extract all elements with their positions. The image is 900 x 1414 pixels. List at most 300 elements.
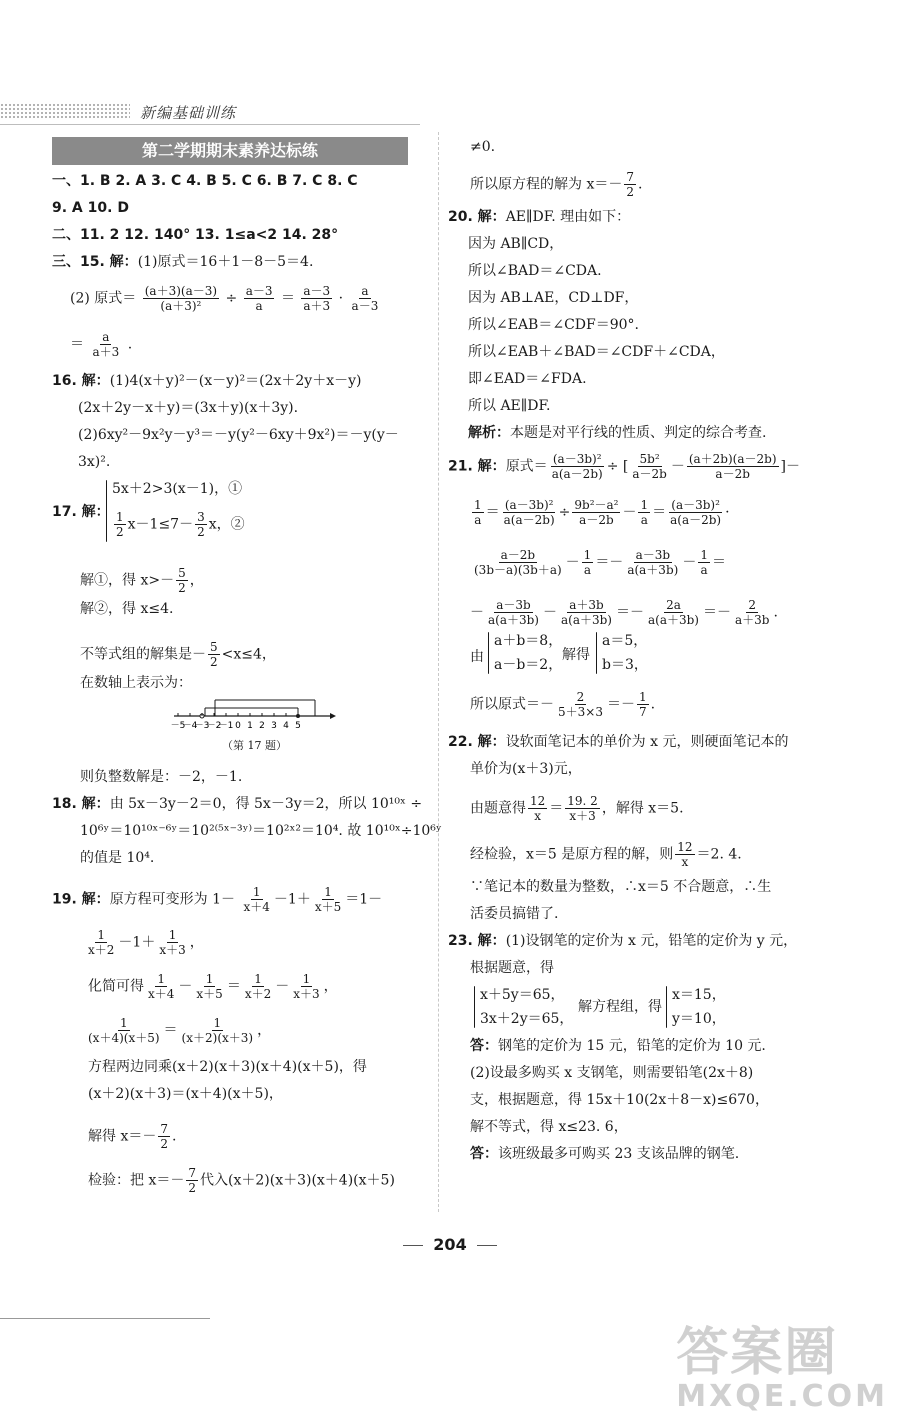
text: －1＋ <box>118 934 156 951</box>
q17-result-5: 则负整数解是：－2，－1. <box>80 769 243 785</box>
q23-solution-x: x＝15， <box>672 987 726 1003</box>
text: x－1≤7－ <box>127 516 194 533</box>
text: 所以原式＝－ <box>470 696 554 713</box>
operator: ÷ [ <box>606 458 629 475</box>
text: 解①，得 x>－ <box>80 572 175 589</box>
number-line-tick-label: －2 <box>206 721 222 731</box>
fraction <box>180 1016 256 1045</box>
q21-line-3 <box>470 548 726 577</box>
fraction <box>243 972 273 1001</box>
denominator: 2 <box>160 1137 168 1151</box>
numerator: 2 <box>576 690 585 704</box>
text: . <box>650 696 656 713</box>
q21-solve-label: 解得 <box>562 647 590 663</box>
system-brace <box>106 480 107 542</box>
q21-line-5-prefix: 由 <box>470 649 484 665</box>
denominator: a <box>583 563 592 577</box>
denominator: a(a＋3b) <box>627 563 679 577</box>
denominator: x＋2 <box>88 943 115 957</box>
answer-tag: 答： <box>470 1146 498 1162</box>
text: ， <box>189 572 204 589</box>
operator: － <box>565 554 580 571</box>
q18-tag: 18. 解： <box>52 796 110 812</box>
q19-line-1 <box>52 885 382 914</box>
q18-line-3: 的值是 10⁴. <box>80 850 155 866</box>
text: ， <box>189 934 204 951</box>
number-line-tick-label: 3 <box>271 721 277 731</box>
q19-cont-2 <box>470 170 642 199</box>
denominator: a(a－2b) <box>670 513 722 527</box>
denominator: x＋3 <box>569 809 596 823</box>
fraction <box>291 972 321 1001</box>
q17-inequality-2 <box>112 510 245 539</box>
fraction <box>668 498 723 527</box>
q15-line-2 <box>70 284 382 313</box>
number-line-tick-label: 1 <box>247 721 253 731</box>
q20-text: AE∥DF. 理由如下： <box>505 209 631 225</box>
system-brace <box>596 632 597 674</box>
q19-line-2 <box>84 928 204 957</box>
denominator: (x＋4)(x＋5) <box>88 1031 160 1045</box>
number-line-tick-label: 0 <box>235 721 241 731</box>
denominator: (a＋3)² <box>160 299 202 313</box>
q18-line-2: 10⁶ʸ＝10¹⁰ˣ⁻⁶ʸ＝10²⁽⁵ˣ⁻³ʸ⁾＝10²ˣ²＝10⁴. 故 10¹⁰ˣ÷10⁶ʸ <box>80 823 442 839</box>
denominator: x＋3 <box>293 987 320 1001</box>
numerator: a－3 <box>303 284 331 298</box>
text: . <box>773 604 778 621</box>
denominator: a(a－2b) <box>503 513 555 527</box>
numerator: a <box>102 330 110 344</box>
q19-line-5: 方程两边同乘(x＋2)(x＋3)(x＋4)(x＋5)，得 <box>88 1059 367 1075</box>
operator: ＝ <box>485 504 500 521</box>
q16-line-3: (2)6xy²－9x²y－y³＝－y(y²－6xy＋9x²)＝－y(y－ <box>78 427 399 443</box>
fraction <box>90 330 121 359</box>
q16-text-a: (1)4(x＋y)²－(x－y)²＝(2x＋2y＋x－y) <box>109 373 362 389</box>
q23-tag: 23. 解： <box>448 933 506 949</box>
q19-line-6: (x＋2)(x＋3)＝(x＋4)(x＋5)， <box>88 1086 283 1102</box>
q21-solution-a: a＝5， <box>602 633 648 649</box>
text: 不等式组的解集是－ <box>80 646 206 663</box>
answer-line-1: 一、1. B 2. A 3. C 4. B 5. C 6. B 7. C 8. C <box>52 173 358 189</box>
q17-result-2: 解②，得 x≤4. <box>80 601 174 617</box>
numerator: 1 <box>213 1016 222 1030</box>
q19-line-4 <box>84 1016 271 1045</box>
q17-result-3 <box>80 640 276 669</box>
text: ，解得 x＝5. <box>601 800 684 817</box>
number-line-caption: （第 17 题） <box>222 739 287 752</box>
answer-text: 钢笔的定价为 15 元，铅笔的定价为 10 元. <box>498 1038 766 1054</box>
operator: ÷ <box>558 504 571 521</box>
denominator: a＋3b <box>735 613 770 627</box>
text: 解得 x＝－ <box>88 1128 157 1145</box>
numerator: 9b²－a² <box>574 498 619 512</box>
system-brace <box>474 986 475 1028</box>
answer-line-2: 9. A 10. D <box>52 200 129 216</box>
header-dot-pattern <box>0 103 130 119</box>
q22-line-4 <box>470 840 742 869</box>
operator: ＝ <box>652 504 667 521</box>
fraction <box>242 885 272 914</box>
number-line-arrow <box>330 713 336 719</box>
q22-text: 设软面笔记本的单价为 x 元，则硬面笔记本的 <box>505 734 789 750</box>
q19-line-8 <box>88 1166 395 1195</box>
text: ]－ <box>780 458 800 475</box>
numerator: 1 <box>116 510 124 524</box>
numerator: 5 <box>178 566 186 580</box>
number-line-tick-label: －4 <box>182 721 198 731</box>
q20-tag: 20. 解： <box>448 209 506 225</box>
footer-rule <box>0 1318 210 1319</box>
numerator: 1 <box>252 885 261 899</box>
operator: ＝ <box>70 336 84 353</box>
fraction <box>559 598 614 627</box>
fraction <box>624 170 636 199</box>
fraction <box>565 794 600 823</box>
numerator: a－3b <box>496 598 531 612</box>
denominator: x＋3 <box>159 943 186 957</box>
analysis-tag: 解析： <box>468 425 510 441</box>
text: 经检验，x＝5 是原方程的解，则 <box>470 846 674 863</box>
denominator: a <box>255 299 263 313</box>
q23-line-6: 支，根据题意，得 15x＋10(2x＋8－x)≤670， <box>470 1092 769 1108</box>
q22-line-3 <box>470 794 684 823</box>
q22-line-6: 活委员搞错了. <box>470 906 559 922</box>
denominator: x＋5 <box>196 987 223 1001</box>
fraction <box>630 452 668 481</box>
fraction <box>472 498 484 527</box>
section-banner: 第二学期期末素养达标练 <box>52 137 408 165</box>
text: 化简可得 <box>88 978 144 995</box>
operator: － <box>543 604 557 621</box>
q23-solve-label: 解方程组，得 <box>578 999 662 1015</box>
operator: ＝ <box>163 1022 178 1039</box>
denominator: x＋5 <box>314 900 342 914</box>
q20-line-7: 即∠EAD＝∠FDA. <box>468 371 587 387</box>
q21-line-1 <box>448 452 800 481</box>
fraction <box>637 690 649 719</box>
operator: － <box>670 458 685 475</box>
fraction <box>157 928 187 957</box>
operator: － <box>178 978 193 995</box>
numerator: 12 <box>677 840 693 854</box>
numerator: (a－3b)² <box>552 452 602 466</box>
operator: · <box>338 290 344 307</box>
operator: ＝ <box>549 800 564 817</box>
fraction <box>625 548 680 577</box>
numerator: 1 <box>205 972 214 986</box>
text: 原式＝ <box>505 458 548 475</box>
number-line-tick-label: 2 <box>259 721 265 731</box>
denominator: a <box>640 513 648 527</box>
denominator: x <box>681 855 689 869</box>
denominator: a－3 <box>351 299 379 313</box>
q22-tag: 22. 解： <box>448 734 506 750</box>
header-rule <box>0 124 420 125</box>
watermark <box>676 1310 888 1414</box>
q16-line-2: (2x＋2y－x＋y)＝(3x＋y)(x＋3y). <box>78 400 299 416</box>
fraction <box>186 1166 198 1195</box>
q20-analysis <box>468 424 766 442</box>
numerator: 12 <box>530 794 546 808</box>
denominator: 2 <box>210 655 218 669</box>
q21-solution-b: b＝3， <box>602 657 648 673</box>
q19-tag: 19. 解： <box>52 891 110 908</box>
numerator: 3 <box>197 510 205 524</box>
numerator: a－2b <box>500 548 536 562</box>
operator: － <box>622 504 637 521</box>
numerator: (a＋2b)(a－2b) <box>688 452 777 466</box>
page-number-dash <box>403 1245 423 1246</box>
denominator: 2 <box>178 581 186 595</box>
denominator: a－2b <box>579 513 614 527</box>
denominator: 2 <box>188 1181 196 1195</box>
q20-line-8: 所以 AE∥DF. <box>468 398 551 414</box>
denominator: (3b－a)(3b＋a) <box>474 563 562 577</box>
fraction <box>472 548 564 577</box>
operator: ＝ <box>226 978 241 995</box>
q23-system-eq2: 3x＋2y＝65， <box>480 1011 574 1027</box>
numerator: a <box>361 284 369 298</box>
operator: ＝ <box>280 290 295 307</box>
operator: ＝ <box>711 554 726 571</box>
denominator: a <box>700 563 708 577</box>
numerator: (a－3b)² <box>671 498 720 512</box>
denominator: a＋3 <box>303 299 331 313</box>
numerator: 2a <box>666 598 681 612</box>
denominator: x＋4 <box>243 900 270 914</box>
text: ＝1－ <box>345 891 383 908</box>
denominator: x <box>534 809 542 823</box>
q15-prefix: (2) 原式＝ <box>70 290 137 307</box>
q17-result-1 <box>80 566 204 595</box>
q20-line-6: 所以∠EAB＋∠BAD＝∠CDF＋∠CDA， <box>468 344 725 360</box>
numerator: 7 <box>160 1122 168 1136</box>
q20-line-1 <box>448 208 630 226</box>
operator: ÷ <box>225 290 238 307</box>
fraction <box>176 566 188 595</box>
answer-tag: 答： <box>470 1038 498 1054</box>
number-line-tick-label: 5 <box>295 721 301 731</box>
q23-text: (1)设钢笔的定价为 x 元，铅笔的定价为 y 元， <box>505 933 798 949</box>
q15-tag: 三、15. 解： <box>52 254 138 270</box>
fraction <box>194 972 224 1001</box>
q21-system-eq2: a－b＝2， <box>494 657 563 673</box>
number-line-tick-label: 4 <box>283 721 289 731</box>
q16-line-4: 3x)². <box>78 454 111 470</box>
operator: － <box>682 554 697 571</box>
q22-line-5: ∵笔记本的数量为整数，∴x＝5 不合题意，∴生 <box>470 879 772 895</box>
fraction <box>646 598 701 627</box>
q15-line-1 <box>52 253 313 271</box>
q15-line-3 <box>70 330 132 359</box>
header-title: 新编基础训练 <box>140 104 237 122</box>
system-brace <box>488 632 489 674</box>
fraction <box>301 284 332 313</box>
fraction <box>86 928 116 957</box>
answer-text: 该班级最多可购买 23 支该品牌的钢笔. <box>498 1146 740 1162</box>
number-line-tick-label: －3 <box>194 721 210 731</box>
fraction <box>687 452 779 481</box>
fraction <box>733 598 771 627</box>
q20-line-5: 所以∠EAB＝∠CDF＝90°. <box>468 317 639 333</box>
text: 代入(x＋2)(x＋3)(x＋4)(x＋5) <box>200 1172 395 1189</box>
numerator: 1 <box>638 690 647 704</box>
text: －1＋ <box>273 891 311 908</box>
denominator: a＋3 <box>92 345 120 359</box>
analysis-text: 本题是对平行线的性质、判定的综合考查. <box>510 425 767 441</box>
denominator: a <box>474 513 482 527</box>
fraction <box>582 548 594 577</box>
fraction <box>675 840 694 869</box>
q23-answer-1 <box>470 1037 766 1055</box>
q15-text: (1)原式＝16＋1－8－5＝4. <box>137 254 314 270</box>
q21-line-6 <box>470 690 655 719</box>
q18-text-a: 由 5x－3y－2＝0，得 5x－3y＝2，所以 10¹⁰ˣ ÷ <box>109 796 423 812</box>
operator: ＝－ <box>606 696 635 713</box>
numerator: 1 <box>97 928 106 942</box>
q21-line-2 <box>470 498 730 527</box>
q23-answer-2 <box>470 1145 739 1163</box>
number-line-tick-label: －1 <box>218 721 234 731</box>
q21-system-eq1: a＋b＝8， <box>494 633 563 649</box>
numerator: 1 <box>640 498 649 512</box>
operator: ＝－ <box>703 604 731 621</box>
text: 检验：把 x＝－ <box>88 1172 185 1189</box>
denominator: x＋2 <box>244 987 272 1001</box>
fraction <box>86 1016 162 1045</box>
numerator: 5 <box>210 640 218 654</box>
q19-cont-1: ≠0. <box>470 139 496 155</box>
denominator: a(a＋3b) <box>561 613 612 627</box>
q23-line-7: 解不等式，得 x≤23. 6， <box>470 1119 628 1135</box>
text: x，② <box>208 516 245 533</box>
q22-line-2: 单价为(x＋3)元， <box>470 761 582 777</box>
denominator: x＋4 <box>148 987 175 1001</box>
fraction <box>350 284 381 313</box>
denominator: 5＋3×3 <box>558 705 603 719</box>
q23-line-5: (2)设最多购买 x 支钢笔，则需要铅笔(2x＋8) <box>470 1065 754 1081</box>
numerator: 5b² <box>639 452 660 466</box>
q20-line-3: 所以∠BAD＝∠CDA. <box>468 263 602 279</box>
denominator: 2 <box>116 525 124 539</box>
numerator: 19. 2 <box>567 794 598 808</box>
numerator: a－3 <box>245 284 273 298</box>
q22-line-1 <box>448 733 788 751</box>
numerator: 1 <box>583 548 592 562</box>
operator: － <box>470 604 484 621</box>
fraction <box>502 498 557 527</box>
q23-line-1 <box>448 932 797 950</box>
numerator: a－3b <box>635 548 671 562</box>
denominator: a(a＋3b) <box>488 613 539 627</box>
page-number <box>0 1235 900 1254</box>
denominator: a(a－2b) <box>551 467 603 481</box>
q17-inequality-1: 5x＋2>3(x－1)，① <box>112 481 243 497</box>
q17-tag: 17. 解： <box>52 504 110 520</box>
fraction <box>114 510 126 539</box>
text: ＝2. 4. <box>696 846 742 863</box>
text: <x≤4， <box>221 646 276 663</box>
denominator: a－2b <box>632 467 667 481</box>
q23-line-2: 根据题意，得 <box>470 960 554 976</box>
fraction <box>146 972 176 1001</box>
denominator: (x＋2)(x＋3) <box>181 1031 254 1045</box>
text: 所以原方程的解为 x＝－ <box>470 176 623 193</box>
q23-solution-y: y＝10， <box>672 1011 726 1027</box>
system-brace <box>666 986 667 1028</box>
numerator: 7 <box>188 1166 196 1180</box>
q23-system-eq1: x＋5y＝65， <box>480 987 565 1003</box>
watermark-logo-text: 答案圈 <box>676 1323 839 1383</box>
answer-line-3: 二、11. 2 12. 140° 13. 1≤a<2 14. 28° <box>52 227 339 243</box>
numerator: 1 <box>302 972 311 986</box>
fraction <box>550 452 605 481</box>
fraction <box>244 284 275 313</box>
fraction <box>195 510 207 539</box>
text: ， <box>257 1022 272 1039</box>
operator: ＝－ <box>616 604 644 621</box>
fraction <box>528 794 547 823</box>
q17-result-4: 在数轴上表示为： <box>80 675 192 691</box>
denominator: 2 <box>197 525 205 539</box>
operator: · <box>725 504 730 521</box>
operator: ＝－ <box>595 554 624 571</box>
text: . <box>638 176 643 193</box>
numerator: 1 <box>474 498 482 512</box>
fraction <box>486 598 541 627</box>
fraction <box>313 885 343 914</box>
q19-line-7 <box>88 1122 176 1151</box>
text: . <box>172 1128 177 1145</box>
q16-line-1 <box>52 372 361 390</box>
q19-line-3 <box>88 972 338 1001</box>
numerator: (a－3b)² <box>504 498 554 512</box>
numerator: 1 <box>254 972 262 986</box>
operator: － <box>275 978 290 995</box>
watermark-url: MXQE.COM <box>676 1379 888 1414</box>
page-number-text: 204 <box>433 1235 467 1254</box>
text: 原方程可变形为 1－ <box>109 891 236 908</box>
q20-line-2: 因为 AB∥CD， <box>468 236 564 252</box>
numerator: 1 <box>168 928 177 942</box>
fraction <box>556 690 605 719</box>
q16-tag: 16. 解： <box>52 373 110 389</box>
denominator: 7 <box>638 705 647 719</box>
denominator: a(a＋3b) <box>648 613 699 627</box>
fraction <box>208 640 220 669</box>
punct: . <box>127 336 133 353</box>
denominator: 2 <box>626 185 634 199</box>
numerator: a＋3b <box>569 598 604 612</box>
fraction <box>143 284 219 313</box>
numerator: 1 <box>700 548 708 562</box>
q21-tag: 21. 解： <box>448 458 506 475</box>
q18-line-1 <box>52 795 422 813</box>
numerator: 1 <box>119 1016 128 1030</box>
number-line-tick-label: －5 <box>170 721 186 731</box>
fraction <box>572 498 620 527</box>
q21-line-4 <box>470 598 778 627</box>
denominator: a－2b <box>715 467 750 481</box>
fraction <box>638 498 650 527</box>
numerator: (a＋3)(a－3) <box>144 284 218 298</box>
column-divider <box>438 132 439 1212</box>
fraction <box>158 1122 170 1151</box>
numerator: 7 <box>626 170 634 184</box>
numerator: 2 <box>748 598 757 612</box>
text: 由题意得 <box>470 800 526 817</box>
numerator: 1 <box>324 885 332 899</box>
